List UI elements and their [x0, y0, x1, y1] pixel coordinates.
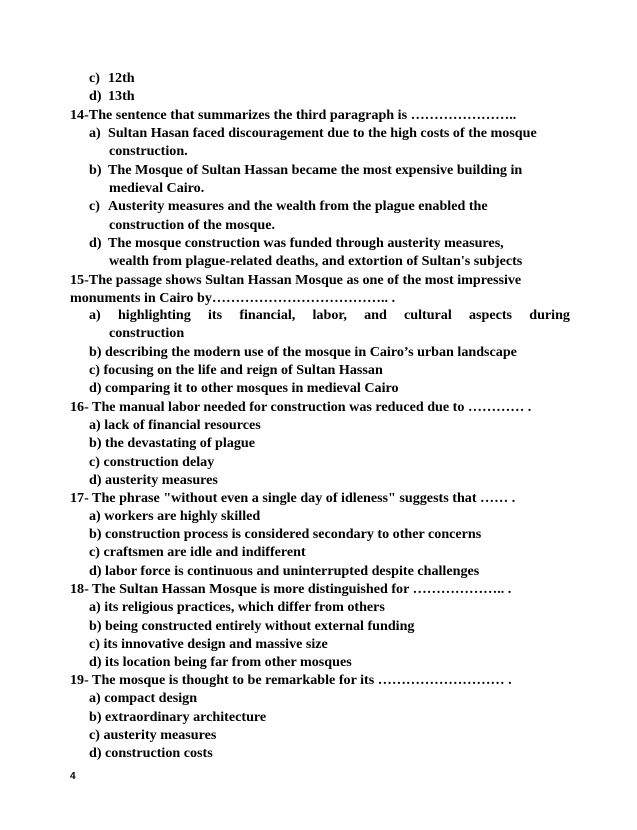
q19-option-b: b) extraordinary architecture — [89, 709, 267, 725]
q15-option-d: d) comparing it to other mosques in medieval Cairo — [89, 380, 399, 396]
q13-option-d: d) 13th — [89, 88, 135, 104]
q16-stem: 16- The manual labor needed for construction was reduced due to ………… . — [70, 399, 532, 415]
q14-option-d-cont: wealth from plague-related deaths, and extortion of Sultan's subjects — [109, 253, 523, 269]
q14-option-c-cont: construction of the mosque. — [109, 217, 275, 233]
q14-option-c: c) Austerity measures and the wealth from the plague enabled the — [89, 198, 488, 214]
q15-option-a-word: highlighting — [117, 307, 191, 323]
q15-stem-line1: 15-The passage shows Sultan Hassan Mosque as one of the most impressive — [70, 272, 522, 288]
q17-stem: 17- The phrase "without even a single day of idleness" suggests that …… . — [70, 490, 516, 506]
q15-option-a-word: cultural — [404, 307, 452, 323]
q17-option-a: a) workers are highly skilled — [89, 508, 261, 524]
q15-option-a-word: during — [529, 307, 570, 323]
q19-option-a: a) compact design — [89, 690, 198, 706]
q19-option-d: d) construction costs — [89, 745, 213, 761]
q14-option-b: b) The Mosque of Sultan Hassan became the most expensive building in — [89, 162, 523, 178]
q16-option-d: d) austerity measures — [89, 472, 218, 488]
q16-option-a: a) lack of financial resources — [89, 417, 261, 433]
q15-option-a-word: financial, — [239, 307, 296, 323]
q15-option-c: c) focusing on the life and reign of Sultan Hassan — [89, 362, 383, 378]
q14-option-a: a) Sultan Hasan faced discouragement due to the high costs of the mosque — [89, 125, 537, 141]
q18-option-b: b) being constructed entirely without external funding — [89, 618, 415, 634]
q14-stem: 14-The sentence that summarizes the third paragraph is ………………….. — [70, 107, 517, 123]
q17-option-b: b) construction process is considered secondary to other concerns — [89, 526, 482, 542]
q15-option-a-word: its — [208, 307, 223, 323]
q15-stem-line2: monuments in Cairo by……………………………….. . — [70, 290, 396, 306]
q18-stem: 18- The Sultan Hassan Mosque is more distinguished for ……………….. . — [70, 581, 512, 597]
q13-option-c: c) 12th — [89, 70, 135, 86]
q14-option-b-cont: medieval Cairo. — [109, 180, 205, 196]
page-number: 4 — [70, 771, 76, 782]
q19-stem: 19- The mosque is thought to be remarkable for its ……………………… . — [70, 672, 512, 688]
q16-option-c: c) construction delay — [89, 454, 215, 470]
q15-option-a-cont: construction — [109, 325, 185, 341]
q14-option-a-cont: construction. — [109, 143, 188, 159]
q17-option-d: d) labor force is continuous and uninterrupted despite challenges — [89, 563, 480, 579]
q18-option-a: a) its religious practices, which differ from others — [89, 599, 385, 615]
q15-option-b: b) describing the modern use of the mosque in Cairo’s urban landscape — [89, 344, 517, 360]
q15-option-a-word: labor, — [312, 307, 347, 323]
q17-option-c: c) craftsmen are idle and indifferent — [89, 544, 306, 560]
q16-option-b: b) the devastating of plague — [89, 435, 256, 451]
q15-option-a-word: and — [364, 307, 387, 323]
q15-option-a-label: a) — [89, 307, 101, 323]
q14-option-d: d) The mosque construction was funded through austerity measures, — [89, 235, 504, 251]
q18-option-d: d) its location being far from other mosques — [89, 654, 352, 670]
q18-option-c: c) its innovative design and massive size — [89, 636, 328, 652]
q19-option-c: c) austerity measures — [89, 727, 217, 743]
q15-option-a-word: aspects — [468, 307, 513, 323]
q15-option-a — [89, 306, 570, 324]
